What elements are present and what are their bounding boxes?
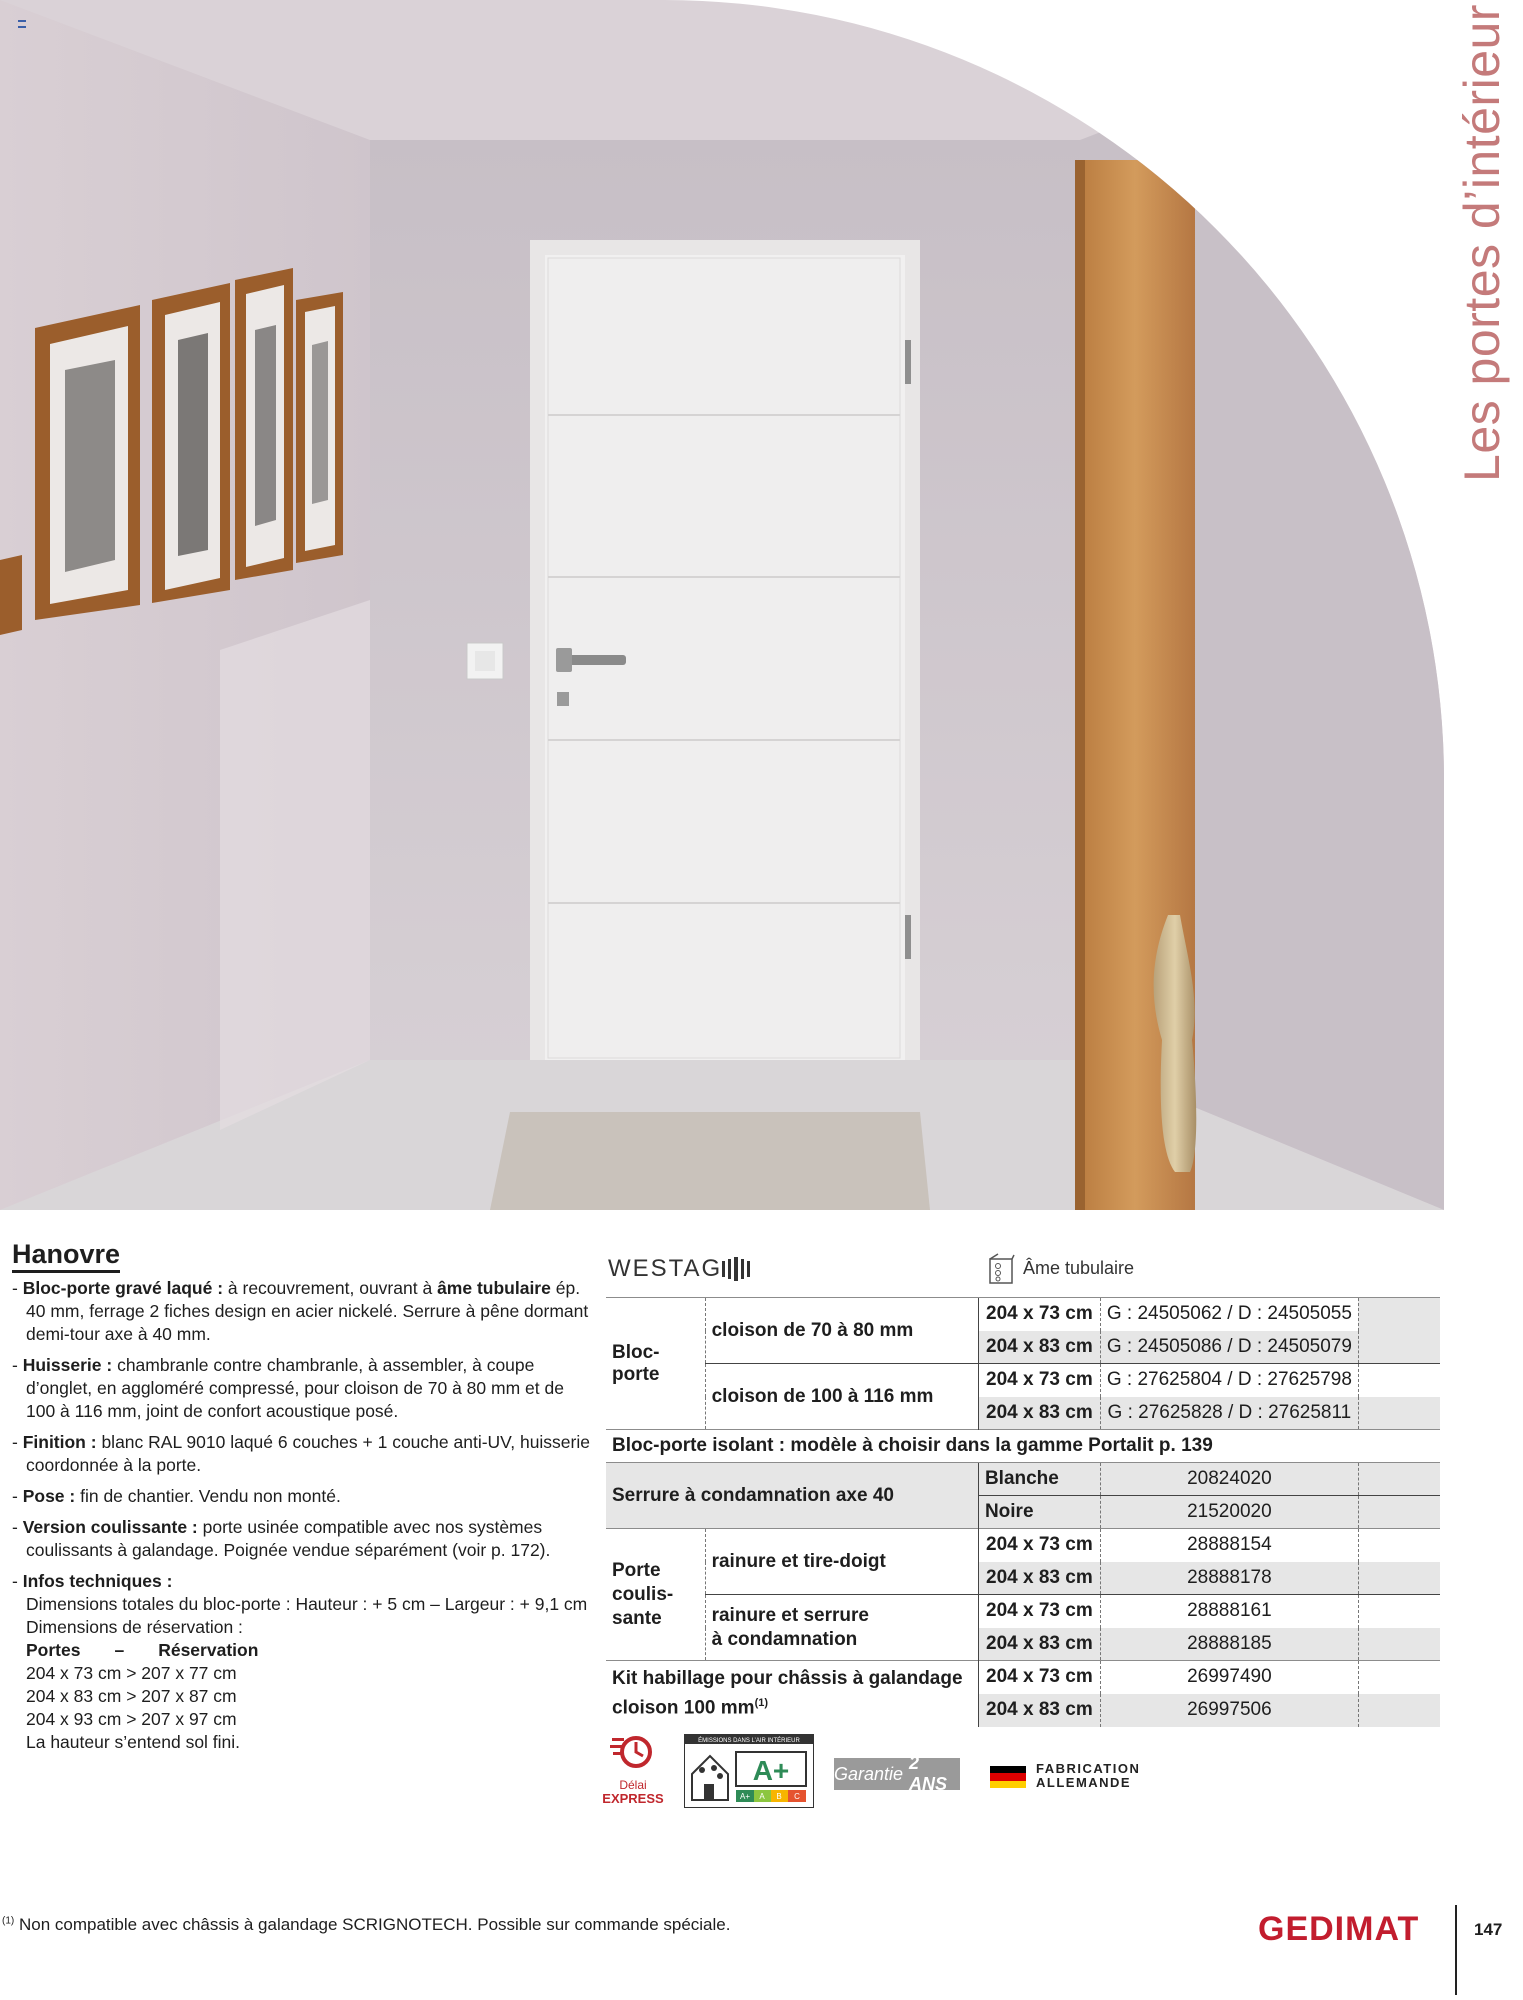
- westag-logo: WESTAG: [608, 1255, 723, 1282]
- empty-cell: [1358, 1694, 1440, 1727]
- dim-cell: 204 x 73 cm: [978, 1298, 1100, 1331]
- section-title: [1447, 4, 1517, 482]
- empty-cell: [1358, 1364, 1440, 1397]
- dims-row: 204 x 73 cm > 207 x 77 cm: [26, 1663, 237, 1683]
- ref-cell: G : 24505086 / D : 24505079: [1100, 1331, 1358, 1364]
- ref-cell: 28888185: [1100, 1628, 1358, 1661]
- ame-tubulaire-icon: [988, 1253, 1016, 1285]
- ref-cell: G : 27625804 / D : 27625798: [1100, 1364, 1358, 1397]
- color-blanche: Blanche: [978, 1463, 1100, 1496]
- table-row: [606, 1463, 1440, 1496]
- dims-note: La hauteur s’entend sol fini.: [26, 1732, 241, 1752]
- product-description: [12, 1238, 592, 1754]
- serrure-label: Serrure à condamnation axe 40: [606, 1463, 978, 1529]
- ref-cell: 28888161: [1100, 1595, 1358, 1628]
- ref-cell: G : 24505062 / D : 24505055: [1100, 1298, 1358, 1331]
- spec-version-coulissante: - Version coulissante : porte usinée compatible avec nos systèmes coulissants à galandage. Poignée vendue séparément (voir p. 172).: [12, 1517, 551, 1560]
- dim-cell: 204 x 73 cm: [978, 1661, 1100, 1694]
- table-row: [606, 1595, 1440, 1628]
- svg-text:B: B: [776, 1792, 782, 1801]
- bloc-porte-label: Bloc-porte: [606, 1298, 705, 1430]
- badges-row: [600, 1730, 1160, 1820]
- footnote: $^{(1)}$ Non compatible avec châssis à galandage SCRIGNOTECH. Possible sur commande spéciale.: [2, 1915, 731, 1934]
- dim-cell: 204 x 73 cm: [978, 1595, 1100, 1628]
- table-row: [606, 1430, 1440, 1463]
- svg-text:ÉMISSIONS DANS L’AIR INTÉRIEUR: ÉMISSIONS DANS L’AIR INTÉRIEUR: [698, 1738, 800, 1744]
- empty-cell: [1358, 1562, 1440, 1595]
- table-row: [606, 1661, 1440, 1694]
- dims-header: Portes – Réservation: [26, 1640, 259, 1660]
- table-row: [606, 1529, 1440, 1562]
- ref-cell: 26997490: [1100, 1661, 1358, 1694]
- dim-cell: 204 x 73 cm: [978, 1529, 1100, 1562]
- dims-reservation-label: Dimensions de réservation :: [26, 1617, 243, 1637]
- dims-totales: Dimensions totales du bloc-porte : Hauteur : + 5 cm – Largeur : + 9,1 cm: [26, 1594, 588, 1614]
- ref-cell: 28888178: [1100, 1562, 1358, 1595]
- porte-coulissante-label: Porte coulis- sante: [606, 1529, 705, 1661]
- empty-cell: [1358, 1529, 1440, 1562]
- dim-cell: 204 x 73 cm: [978, 1364, 1100, 1397]
- empty-cell: [1358, 1463, 1440, 1496]
- spec-pose: - Pose : fin de chantier. Vendu non monté.: [12, 1486, 341, 1506]
- dims-row: 204 x 83 cm > 207 x 87 cm: [26, 1686, 237, 1706]
- spec-bloc-porte: - Bloc-porte gravé laqué : à recouvrement, ouvrant à âme tubulaire ép. 40 mm, ferrage 2 fiches design en acier nickelé. Serrure à pêne dormant demi-tour axe à 40 mm.: [12, 1278, 589, 1344]
- dim-cell: 204 x 83 cm: [978, 1331, 1100, 1364]
- fabrication-allemande-badge: FABRICATION ALLEMANDE: [990, 1760, 1150, 1794]
- section-title-text: Les portes d’intérieur: [1454, 4, 1511, 482]
- footer-divider: [1455, 1905, 1457, 1995]
- svg-text:A: A: [759, 1792, 765, 1801]
- ref-cell: 20824020: [1100, 1463, 1358, 1496]
- rainure-tire-doigt-label: rainure et tire-doigt: [705, 1529, 978, 1595]
- dim-cell: 204 x 83 cm: [978, 1397, 1100, 1430]
- empty-cell: [1358, 1595, 1440, 1628]
- ref-cell: 28888154: [1100, 1529, 1358, 1562]
- ref-cell: 21520020: [1100, 1496, 1358, 1529]
- brand-row: [608, 1253, 1438, 1287]
- ref-cell: 26997506: [1100, 1694, 1358, 1727]
- kit-habillage-label: Kit habillage pour châssis à galandage cloison 100 $mm^{(1)}$: [606, 1661, 978, 1727]
- german-flag-icon: [990, 1766, 1026, 1788]
- color-noire: Noire: [978, 1496, 1100, 1529]
- dim-cell: 204 x 83 cm: [978, 1628, 1100, 1661]
- menu-icon: [18, 20, 26, 28]
- infos-techniques: - Infos techniques : Dimensions totales du bloc-porte : Hauteur : + 5 cm – Largeur : + 9,1 cm Dimensions de réservation : Portes – Réservation 204 x 73 cm > 207 x 77 cm 204 x 83 cm > 207 x 87 cm 204 x 93 cm > 207 x 97 cm La hauteur s’entend sol fini.: [12, 1570, 592, 1754]
- truck-speed-icon: [610, 1730, 656, 1772]
- cloison-70-label: cloison de 70 à 80 mm: [705, 1298, 978, 1364]
- cloison-100-label: cloison de 100 à 116 mm: [705, 1364, 978, 1430]
- dim-cell: 204 x 83 cm: [978, 1694, 1100, 1727]
- empty-cell: [1358, 1298, 1440, 1331]
- spec-table: [606, 1297, 1440, 1727]
- delai-express-badge: Délai EXPRESS: [600, 1730, 666, 1820]
- product-name: Hanovre: [12, 1238, 120, 1273]
- empty-cell: [1358, 1331, 1440, 1364]
- air-emission-label: [684, 1734, 814, 1808]
- table-row: [606, 1298, 1440, 1331]
- table-row: [606, 1364, 1440, 1397]
- bloc-porte-isolant: Bloc-porte isolant : modèle à choisir dans la gamme Portalit p. 139: [606, 1430, 1440, 1463]
- empty-cell: [1358, 1397, 1440, 1430]
- empty-cell: [1358, 1628, 1440, 1661]
- empty-cell: [1358, 1661, 1440, 1694]
- ame-tubulaire-label: Âme tubulaire: [1023, 1258, 1135, 1278]
- westag-mark-icon: [720, 1257, 754, 1281]
- rainure-serrure-label: rainure et serrure à condamnation: [705, 1595, 978, 1661]
- spec-finition: - Finition : blanc RAL 9010 laqué 6 couches + 1 couche anti-UV, huisserie coordonnée à la porte.: [12, 1432, 590, 1475]
- ref-cell: G : 27625828 / D : 27625811: [1100, 1397, 1358, 1430]
- svg-text:A+: A+: [752, 1755, 790, 1786]
- empty-cell: [1358, 1496, 1440, 1529]
- svg-text:C: C: [794, 1792, 800, 1801]
- dims-row: 204 x 93 cm > 207 x 97 cm: [26, 1709, 237, 1729]
- spec-huisserie: - Huisserie : chambranle contre chambranle, à assembler, à coupe d’onglet, en aggloméré compressé, pour cloison de 70 à 80 mm et de 100 à 116 mm, joint de confort acoustique posé.: [12, 1355, 564, 1421]
- page-number: 147: [1474, 1920, 1503, 1939]
- svg-text:A+: A+: [739, 1792, 751, 1801]
- gedimat-logo: GEDIMAT: [1258, 1910, 1420, 1948]
- dim-cell: 204 x 83 cm: [978, 1562, 1100, 1595]
- garantie-badge: Garantie 2 ANS: [834, 1758, 960, 1790]
